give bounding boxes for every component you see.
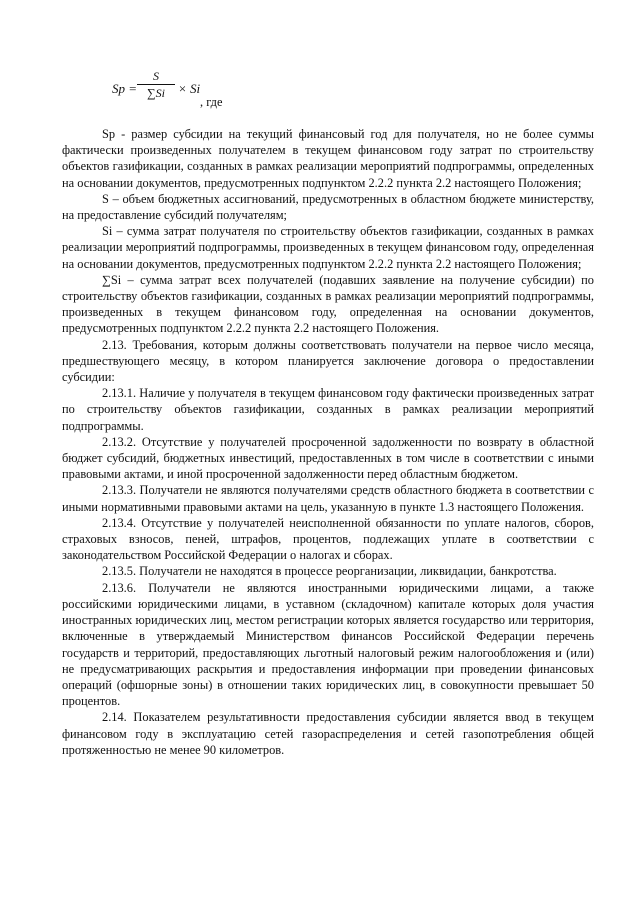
body-text [62,126,594,758]
formula-rhs: × Si [178,81,201,96]
paragraph-2-13-6: 2.13.6. Получатели не являются иностранными юридическими лицами, а также российскими юридическими лицами, в уставном (складочном) капитале которых доля участия иностранных юридических лиц, местом регистрации которых является государство или территория, включенные в утверждаемый Министерством финансов Российской Федерации перечень государств и территорий, предоставляющих льготный налоговый режим налогообложения и (или) не предусматривающих раскрытия и предоставления информации при проведении финансовых операций (офшорные зоны) в отношении таких юридических лиц, в совокупности превышает 50 процентов. [62,580,594,709]
paragraph-2-13-4: 2.13.4. Отсутствие у получателей неисполненной обязанности по уплате налогов, сборов, страховых взносов, пеней, штрафов, процентов, подлежащих уплате в соответствии с законодательством Российской Федерации о налогах и сборах. [62,515,594,563]
paragraph-sp-definition: Sp - размер субсидии на текущий финансовый год для получателя, но не более суммы фактически произведенных получателем в текущем финансовом году затрат по строительству объектов газификации, созданных в рамках реализации мероприятий подпрограммы, определенных на основании документов, предусмотренных подпунктом 2.2.2 пункта 2.2 настоящего Положения; [62,127,594,190]
paragraph-sum-si-definition: ∑Si – сумма затрат всех получателей (подавших заявление на получение субсидии) по строительству объектов газификации, созданных в рамках реализации мероприятий подпрограммы, произведенных в текущем финансовом году, определенная на основании документов, предусмотренных подпунктом 2.2.2 пункта 2.2 настоящего Положения. [62,272,594,336]
paragraph-2-13-2: 2.13.2. Отсутствие у получателей просроченной задолженности по возврату в областной бюджет субсидий, бюджетных инвестиций, предоставленных в том числе в соответствии с иными правовыми актами, и иной просроченной задолженности перед областным бюджетом. [62,434,594,482]
formula-suffix: , где [200,95,223,109]
formula-lhs: Sp = [112,81,138,96]
paragraph-2-13-5: 2.13.5. Получатели не находятся в процессе реорганизации, ликвидации, банкротства. [102,564,557,579]
fraction-bar [137,84,175,85]
formula-fraction [137,70,175,100]
paragraph-2-13-1: 2.13.1. Наличие у получателя в текущем финансовом году фактически произведенных затрат по строительству объектов газификации, созданных в рамках реализации мероприятий подпрограммы. [62,386,594,433]
paragraph-s-definition: S – объем бюджетных ассигнований, предусмотренных в областном бюджете министерству, на предоставление субсидий получателям; [62,191,594,223]
paragraph-2-14: 2.14. Показателем результативности предоставления субсидии является ввод в текущем финансовом году в эксплуатацию сетей газораспределения и сетей газопотребления общей протяженностью не менее 90 километров. [62,710,594,757]
paragraph-2-13-3: 2.13.3. Получатели не являются получателями средств областного бюджета в соответствии с иными нормативными правовыми актами на цель, указанную в пункте 1.3 настоящего Положения. [62,483,594,514]
formula-denominator: ∑Si [147,86,165,100]
formula-numerator: S [153,69,159,83]
paragraph-si-definition: Si – сумма затрат получателя по строительству объектов газификации, созданных в рамках реализации мероприятий подпрограммы, произведенных в текущем финансовом году, определенная на основании документов, предусмотренных подпунктом 2.2.2 пункта 2.2 настоящего Положения; [62,224,594,271]
paragraph-2-13: 2.13. Требования, которым должны соответствовать получатели на первое число месяца, предшествующего месяцу, в котором планируется заключение договора о предоставлении субсидии: [62,337,594,385]
